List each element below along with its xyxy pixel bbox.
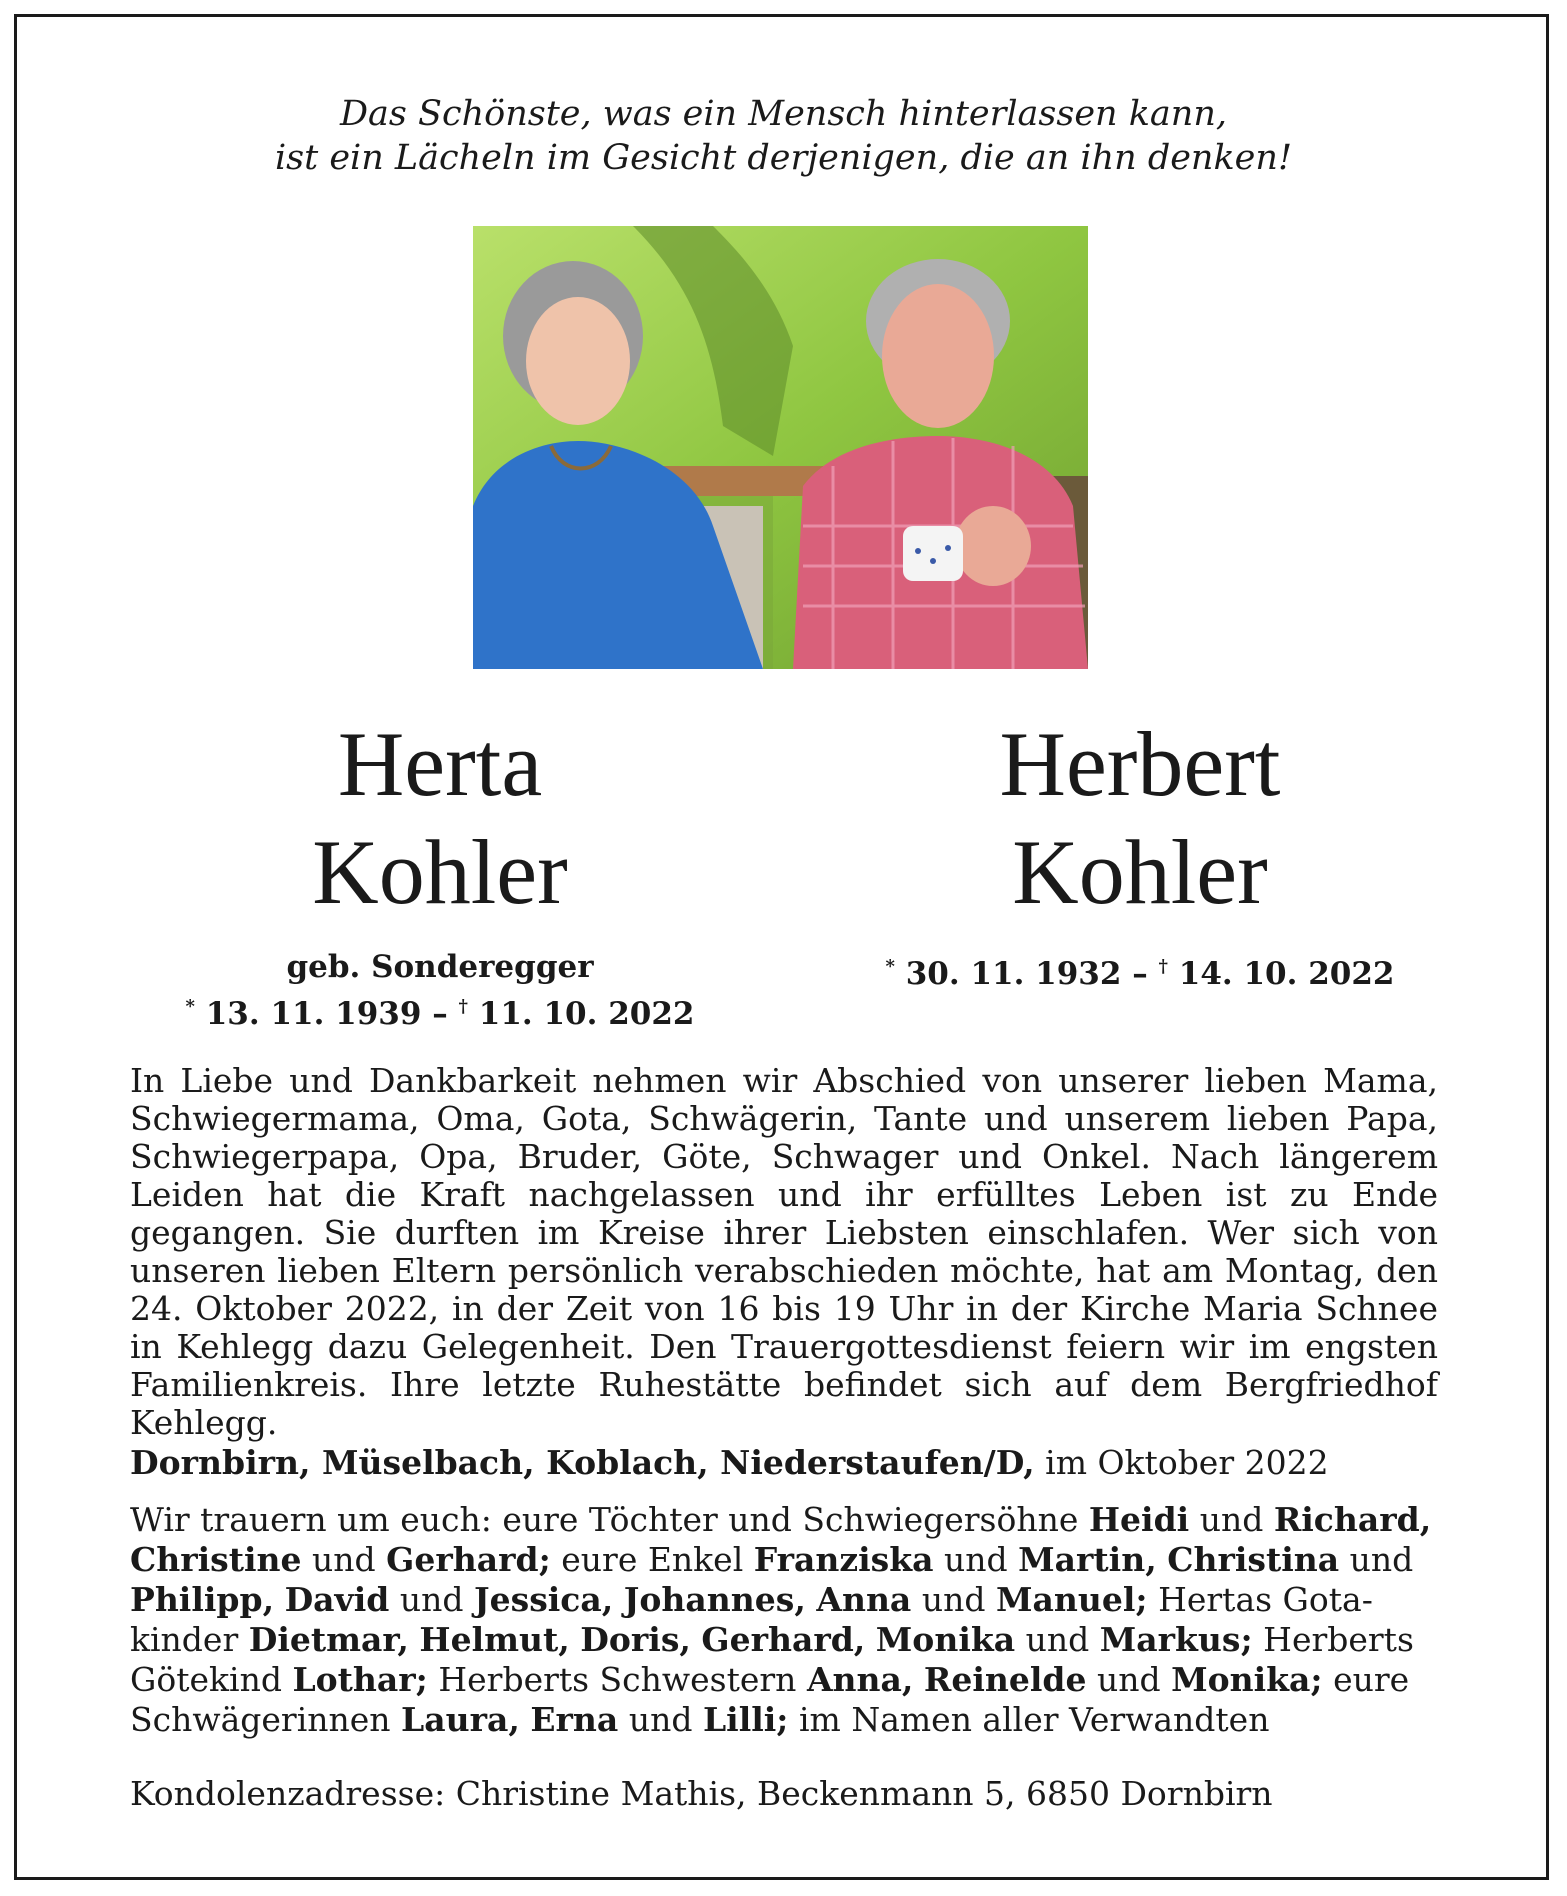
mourners-closing: im Namen aller Verwandten: [798, 1700, 1270, 1739]
conjunction: und: [1349, 1540, 1414, 1579]
conjunction: und: [399, 1580, 464, 1619]
mourner-name: Jessica,: [474, 1580, 614, 1619]
condolence-address: Kondolenzadresse: Christine Mathis, Beckenmann 5, 6850 Dornbirn: [130, 1774, 1273, 1813]
mourner-name: Martin,: [1018, 1540, 1157, 1579]
mourner-name: Franziska: [753, 1540, 934, 1579]
birth-star-icon: *: [885, 956, 895, 977]
last-name-right: Kohler: [1012, 821, 1268, 923]
conjunction: und: [312, 1540, 376, 1579]
mourner-name: Johannes,: [623, 1580, 806, 1619]
conjunction: und: [1096, 1660, 1161, 1699]
mourner-name: Monika: [875, 1620, 1016, 1659]
mourners-line-4: [130, 1620, 1438, 1660]
name-herta: [150, 710, 730, 926]
mourner-name: Gerhard;: [386, 1540, 551, 1579]
mourners-intro: Wir trauern um euch: eure Töchter und Schwiegersöhne: [130, 1500, 1079, 1539]
mourner-name: Philipp,: [130, 1580, 275, 1619]
mourner-name: Erna: [530, 1700, 619, 1739]
couple-photo: [473, 226, 1088, 669]
mourner-name: Monika;: [1171, 1660, 1323, 1699]
mourner-name: Markus;: [1099, 1620, 1253, 1659]
death-date-left: 11. 10. 2022: [478, 996, 695, 1032]
mourner-name: Heidi: [1088, 1500, 1190, 1539]
birth-date-right: 30. 11. 1932: [905, 956, 1122, 992]
mourners-line-6: [130, 1700, 1438, 1740]
mourner-group: Hertas Gota-: [1158, 1580, 1373, 1619]
name-herbert: [850, 710, 1430, 926]
mourner-name: Christina: [1167, 1540, 1340, 1579]
death-cross-icon: †: [458, 996, 468, 1017]
mourner-name: Richard,: [1273, 1500, 1432, 1539]
memorial-quote: [0, 92, 1567, 180]
conjunction: und: [943, 1540, 1008, 1579]
mourner-name: Doris,: [580, 1620, 691, 1659]
death-cross-icon: †: [1158, 956, 1168, 977]
mourners-line-5: [130, 1660, 1438, 1700]
mourner-group: eure Enkel: [561, 1540, 744, 1579]
dates-herbert: [850, 947, 1430, 994]
mourner-name: Christine: [130, 1540, 302, 1579]
mourners-line-2: [130, 1540, 1438, 1580]
farewell-text: In Liebe und Dankbarkeit nehmen wir Abschied von unserer lieben Mama, Schwiegermama, Oma, Gota, Schwägerin, Tante und unserem lieben Papa, Schwiegerpapa, Opa, Bruder, Göte, Schwager und Onkel. Nach längerem Leiden hat die Kraft nachgelassen und ihr erfülltes Leben ist zu Ende gegangen. Sie durften im Kreise ihrer Liebsten einschlafen. Wer sich von unseren lieben Eltern persönlich verabschieden möchte, hat am Montag, den 24. Oktober 2022, in der Zeit von 16 bis 19 Uhr in der Kirche Maria Schnee in Kehlegg dazu Gelegenheit. Den Trauergottesdienst feiern wir im engsten Familienkreis. Ihre letzte Ruhestätte befindet sich auf dem Bergfriedhof Kehlegg.: [130, 1061, 1438, 1442]
birth-star-icon: *: [185, 996, 195, 1017]
quote-line-1: Das Schönste, was ein Mensch hinterlassen kann,: [340, 94, 1227, 134]
mourner-name: Anna: [816, 1580, 912, 1619]
mourner-name: Laura,: [401, 1700, 520, 1739]
mourner-name: Anna,: [806, 1660, 914, 1699]
birth-name: geb. Sonderegger: [286, 949, 594, 985]
month-year: im Oktober 2022: [1045, 1443, 1329, 1482]
last-name-left: Kohler: [312, 821, 568, 923]
mourner-group: Herberts Schwestern: [438, 1660, 797, 1699]
mourner-name: Dietmar,: [248, 1620, 409, 1659]
mourner-name: Gerhard,: [701, 1620, 866, 1659]
first-name-right: Herbert: [999, 713, 1281, 815]
mourner-group: Schwägerinnen: [130, 1700, 391, 1739]
mourner-name: Lilli;: [702, 1700, 789, 1739]
mourner-name: Manuel;: [995, 1580, 1148, 1619]
life-dates-right: * 30. 11. 1932 – † 14. 10. 2022: [885, 956, 1395, 992]
places: Dornbirn, Müselbach, Koblach, Niederstaufen/D,: [130, 1443, 1035, 1482]
mourner-name: Reinelde: [923, 1660, 1087, 1699]
mourner-group: Götekind: [130, 1660, 282, 1699]
conjunction: und: [921, 1580, 986, 1619]
mourners-list: [130, 1500, 1438, 1740]
death-date-right: 14. 10. 2022: [1178, 956, 1395, 992]
conjunction: und: [1025, 1620, 1090, 1659]
mourner-name: Lothar;: [292, 1660, 428, 1699]
mourners-line-1: [130, 1500, 1438, 1540]
quote-line-2: ist ein Lächeln im Gesicht derjenigen, die an ihn denken!: [274, 138, 1293, 178]
first-name-left: Herta: [337, 713, 543, 815]
conjunction: und: [1199, 1500, 1264, 1539]
life-dates-left: * 13. 11. 1939 – † 11. 10. 2022: [185, 996, 695, 1032]
mourner-group: eure: [1333, 1660, 1410, 1699]
mourner-group: Herberts: [1263, 1620, 1414, 1659]
place-and-date: [130, 1444, 1329, 1482]
mourners-line-3: [130, 1580, 1438, 1620]
conjunction: und: [628, 1700, 693, 1739]
mourner-name: Helmut,: [419, 1620, 570, 1659]
mourner-name: David: [284, 1580, 390, 1619]
birth-date-left: 13. 11. 1939: [205, 996, 422, 1032]
mourner-group: kinder: [130, 1620, 239, 1659]
dates-herta: [150, 947, 730, 1034]
